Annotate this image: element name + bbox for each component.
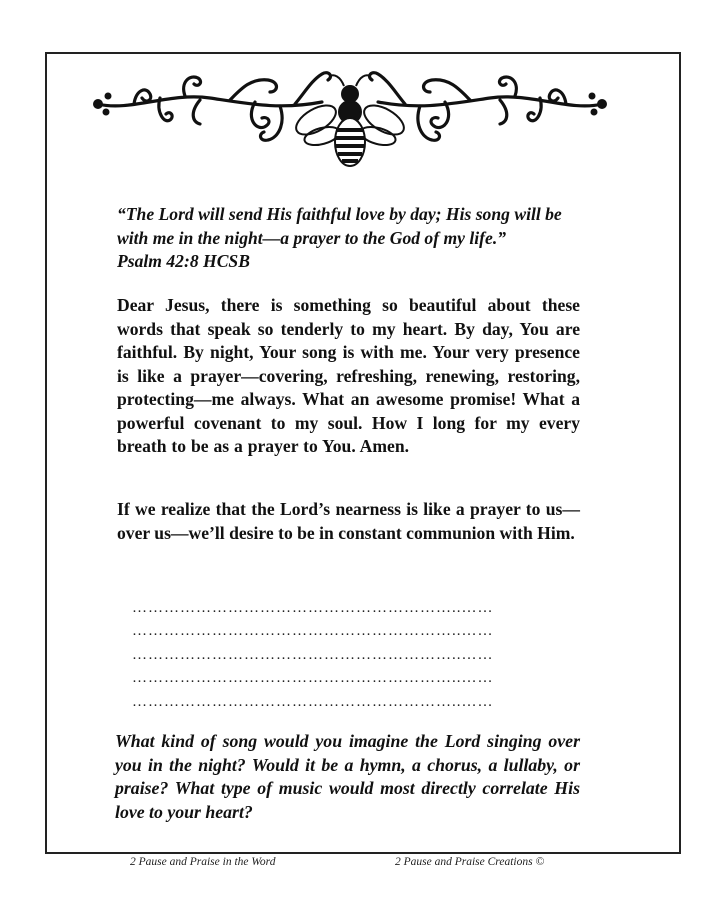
writing-line[interactable]: ……………………………………………………..…… [132,600,494,616]
verse-reference: Psalm 42:8 HCSB [117,251,250,271]
footer-left: 2 Pause and Praise in the Word [130,856,276,868]
reflection-question: What kind of song would you imagine the Lord singing over you in the night? Would it be a hymn, a chorus, a lullaby, or praise? What type of music would most directly correlate His love to your heart? [115,731,580,822]
writing-line[interactable]: ……………………………………………………..…… [132,623,494,640]
verse-text: “The Lord will send His faithful love by day; His song will be with me in the night—a prayer to the God of my life.” [117,204,562,248]
writing-lines [132,597,572,714]
bee-icon [291,75,408,166]
writing-line[interactable]: ……………………………………………………..…… [132,693,494,710]
writing-line[interactable]: ……………………………………………………..…… [132,646,494,663]
scripture-verse [117,203,580,274]
prayer-text: Dear Jesus, there is something so beautiful about these words that speak so tenderly to my heart. By day, You are faithful. By night, Your song is with me. Your very presence is like a prayer—covering, refreshing, renewing, restoring, protecting—me always. What an awesome promise! What a powerful covenant to my soul. How I long for my every breath to be as a prayer to You. Amen. [117,295,580,456]
reflection-paragraph: If we realize that the Lord’s nearness is like a prayer to us—over us—we’ll desire to be in constant communion with Him. [117,499,580,543]
footer-right: 2 Pause and Praise Creations © [395,856,545,868]
writing-line[interactable]: ……………………………………………………..…… [132,670,494,687]
prayer-paragraph [117,294,580,459]
bee-flourish-ornament [90,62,610,170]
